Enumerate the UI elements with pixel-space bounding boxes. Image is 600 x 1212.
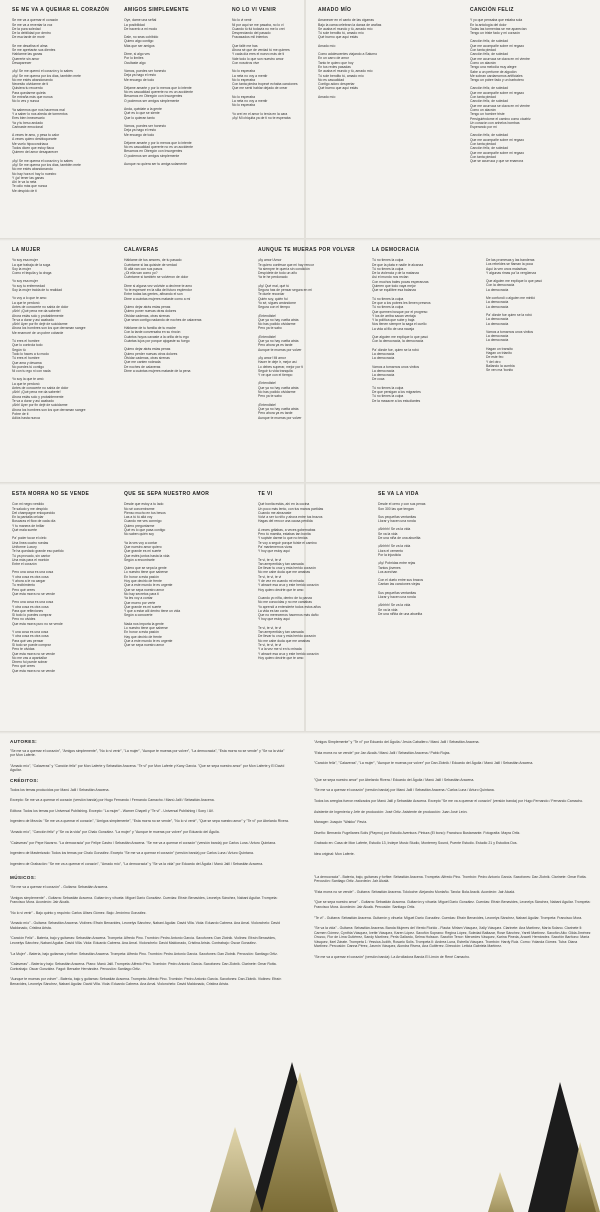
credit-paragraph: Ingeniero de Grabación: "Se me va a quemar el corazón", "Amado mío", "La democracia" y "Se va la vida" por Eduardo del Águila / Manú Jalil / Sebastián Aracena. (10, 861, 264, 866)
lyric-stanza: Háblame de tus amores, de tu pasado Cuéntame si las quisiste de verdad Si allá van con sus pasos ¿Di ella van como yo? Cuéntame si también se volvieron de dolor (124, 258, 189, 280)
lyric-stanza: No lo vi venir Ni por aquí se me pasaba, no lo vi Cuando tú fui todavía no me lo creí Despreciando del pasado Fracasados mil intentos (232, 18, 285, 40)
lyric-stanza: De las promesas y las banderas Los rebeldes se flaman la poca Aquí la ven unos maladvas Y algunas rimas pa' la vergüenza (486, 258, 536, 275)
lyric-stanza: Con el duelo entre sus brazos Cantan las canciones viejas (378, 578, 424, 587)
song-lyrics (12, 248, 122, 424)
lyric-stanza: Cuando yo niña, dentro de tu panza No me conocidas y no me cantabas Yo aprendí a entenderte todos estos años La vida es tan corta Que no merecemos hacernos más daño Y hoy que estoy aquí (258, 595, 321, 622)
lyric-stanza: Dime si alguna vez volviste a decirme te amo Yo te esperaré en la silla del futuro esplendor Entre todas las gentes, afinando el son Dime a cuántas mujeres mataste como a mí (124, 283, 193, 301)
lyric-stanza: ¡Entendiste! Que ya no hay vuelta atrás No has podido olvidarme Pero ya te sabo (258, 313, 299, 331)
credit-paragraph: "La democracia" - Batería, bajo, guitarras y forftxe: Sebastián Aracena. Trompeta: Alfredo Pino. Trombón: Pedro Antonio García. Saxofones: Dan Zlotnik. Clarinete: Omar Rotta. Percusión: Santiago Ortiz. Acordeón: Jair Alcalá. (314, 874, 587, 884)
lyric-stanza: Háblame de tu familia de tu madre Con la tarde conversaba en su rincón Cuántos hoyos cavaste a la orilla de tu ego Cuántas lujos por porque ajogaste su fuego (124, 326, 190, 344)
lyric-stanza: Hagan un transito Hagan un trianito De este feo Y del otro Bailando la cumbia Se ven ma 'bonito (486, 346, 515, 373)
credit-paragraph: Diseño: Bernardo Fugellanes Solís (Playmo) por Estudio Aventura. Pintura (El bono): Francisco Bustamante. Fotografía: Mayra Ortiz. (314, 830, 521, 835)
lyric-stanza: Como adolescentes viajando a Saturno En un carro de amor Tanto te quiero que hoy En tus redes pasadas Se acaba el mundo y tú, amado mío Tú sole bendito tú, amado mío No es casualidad Contigo adoro despertar Qué bueno que aquí estás (318, 52, 378, 91)
credit-paragraph: "Que se sepa nuestro amor" por Abelardo Rivera / Eduardo del Águila / Manú Jalil / Sebastián Aracena. (314, 777, 475, 782)
credit-paragraph: "Amado mío" - Guitarra: Sebastián Aracena. Violines: Efraín Benavides, Leonelys Sánchez, Nabani Aguilar. David Villa. Viola: Eduardo Cabrera. Ana Arnal. Violonchelo: David Maldonado, Cristina Arista. (10, 921, 280, 930)
song-title: SE ME VA A QUEMAR EL CORAZÓN (12, 7, 110, 13)
credit-paragraph: "Se me va a quemar el corazón" - Guitarra: Sebastián Aracena. (10, 884, 109, 889)
lyric-stanza: Pero una cosa es una cosa Y otra cosa es otra cosa Para que reflexiones Si todo lo puedes comprar Pero no olvides Que esta morra puro no se vende (12, 600, 63, 626)
lyric-stanza: ¡Entendiste! Que ya no hay vuelta atrás Pero ahora ya es tarde Aunque te mueras por volver (258, 402, 302, 420)
song-title: LA MUJER (12, 247, 41, 253)
song-lyrics (12, 492, 122, 677)
lyric-stanza: ¡Ahhhh! Se va la vida Se va la vida De una niña de una abuelita (378, 527, 421, 541)
credit-paragraph: "Que se sepa nuestro amor" - Guitarra: Sebastián Aracena. Guitarrón y vihuela: Miguel Darío González. Cuerdas: Efraín Benavides, Leonelys Sánchez, Nabani Aguilar. Trompeta: Francisco Mora. Acordeón: Jair Alcalá. Percusión: Santiago Ortiz. (314, 900, 591, 909)
lyric-stanza: No lo esperaba La neta no voy a mentir No lo esperaba (232, 94, 268, 108)
lyric-stanza: Te vi, te vi, te vi Tan arrepentida y tan cansada De llevar tu cruz y esta herido corazón No me cabe duda que me amabas Te vi, te vi, te vi Y de vez en cuando mi mirada Y abrazé esa cruz y este herido corazón Hoy quiero decirte que te amo (258, 557, 319, 592)
lyric-stanza: Tú eres el hombre Que lo controla todo Según tú Todo lo haces a tu modo Tú eres el hombre Que ama y desama No puedes tú contigo Ni con tu ego ni con nada (12, 339, 51, 374)
lyric-stanza: Y yo que pensaba que estaba sola En la antología del dolor Todas las tormentas se me aparecían Tengo un triste fado y mi corazón (470, 18, 527, 36)
song-lyrics (124, 248, 252, 377)
credits-right-column (314, 740, 592, 966)
lyric-stanza: Yo soy la que te amó La que te perdonó Antes de conocerte no sabía de dolor ¡Ahh! ¡Qué pena me da saberte! Ahora estás solo y probablemente Te va a durar y así acabado ¡Ahh! Ayer por fin dejé de suicidarme Ahora los hombres son los que derraman sangre Pobre de ti Adiós hasta nunca (12, 377, 86, 421)
gold-tree-icon (488, 1172, 514, 1212)
credit-paragraph: "La Mujer" - Batería, bajo guitarras y forftxe: Sebastián Aracena. Trompeta: Alfredo Pino. Trombón: Pedro Antonio García. Saxofones: Dan Zlotnik. Percusión: Santiago Ortiz. (10, 951, 278, 956)
lyric-stanza: No lo esperaba La neta no voy a mentir No lo esperaba Con tanta piedra tropecé echaba canciones Que me sentí hablar dejado de crear (232, 69, 298, 91)
lyric-stanza: Anda, quédate a la gente Qué es lo que se siente Que lo quieran tanto (124, 107, 162, 120)
song-lyrics (12, 8, 122, 197)
fold-line (0, 731, 600, 734)
credit-paragraph: "Amigos simplemente" - Guitarra: Sebastián Aracena. Guitarrón y vihuela: Miguel Darío González. Cuerdas: Efraín Benavides, Leonelys Sánchez, Nabani Aguilar. Trompeta: Francisco Mora. Acordeón: Jair Alcalá. (10, 895, 278, 905)
lyric-stanza: ¡Ay! Se me quemó el corazón y lo sabes ¡Ay! Se me quema por los días, también mete No me estés abandonando Necesito olvidarme de ti Quisiera tu recuerdo Para quedarme quieta Se extraña más que nunca No lo ves y nunca (12, 69, 81, 104)
lyric-stanza: Pero una cosa es una cosa Y otra cosa es otra cosa Y ahora a le va cargar Tu recibimiento Pero qué crees Que esta morra no se vende (12, 570, 55, 596)
lyric-stanza: Tú no tienes la culpa De que la plata e nadie le alcanza Tú no tienes la culpa De la violencia y de la matanza Así el mundo nos reclan Con muchos bales pocas esperanzas Quieren que todo vaya mejor Que se equilibre esa balanza (372, 258, 429, 293)
credit-paragraph: "Se va la vida" - Guitarra: Sebastián Aracena. Banda Mujeres del Viento Florido - Flauta: Miriam Vásquez, Xally Vásquez. Clarinete: Ana Martínez, María Solano. Clarinete II: Carmen Gómez, Cynthia Vásquez, Ivette Vásquez, Karen López. Saxofón Soprano: Regina López, Soledad Baltazar, Rose Sánchez, Yareli Martínez. Saxofón Alto: Gilda Jiménez Orozco, Flor de Lima Gutiérrez, Sandy Martínez, Perla Gallardo, Selma Holsson. Saxofón Tenor: Mercedes Vásquez, Karina Pineda, Aracelí Hernández. Saxofón Barítono: María Vásquez, Itzel Zárate. Trompeta 1: Yessica Judith, Rosario Solís. Trompeta II: Andrea Luna, Estrella Vásquez. Trombón: Hardy Ruiz. Corno: Yolanda Gómez. Tuba: Diana Martínez. Percusión: Danna Pérez, Jasmín Vásquez, Alondra Rivera, Ana Gutiérrez. Dirección: Leticia Gabriela Martínez. (314, 926, 591, 949)
lyric-stanza: Amado mío (318, 43, 336, 48)
lyric-stanza: Dime, si algo ves Por lo limites Ocultaste algo (124, 52, 150, 65)
lyric-stanza: Quiero dejar atrás estas penas Quiero poner nuevas otras dolores Olvidar cadenas, otras sirenas Que sean contigo nadando de noches de calaveras (124, 304, 202, 322)
lyric-stanza: Sus pequeñas ventanitas Llorar y hacen una ronda (378, 590, 417, 600)
credit-paragraph: "Aunque te mueras por volver" - Batería, bajo y guitarras: Sebastián Aracena. Trompeta: Alfredo Pino. Trombón: Pedro Antonio García. Saxofones: Dan Zlotnik. Violines: Efraín Benavides, Leonelys Sánchez, Nabani Aguilar. David Villa. Viola: Eduardo Cabrera. Ana Arnal. Violonchelo: David Maldonado, Cristina Arista. (10, 977, 282, 987)
lyric-stanza: Nada nos importa la gente Lo nuestro tiene que saberse En honor a esta pasión Hay que decirlo de frente Que a este mundo le es urgente Que se sepa nuestro amor (124, 621, 173, 648)
lyric-stanza: Vamos, puedes ser honesto Deja ya hago el resto Me encargo de todo (124, 68, 166, 82)
lyric-stanza: ¡Ay! Qué mal, qué tú Segura has de pensar segura en mi Te duele recordar Quién soy, quién fui Yo sé, sigues amándome Segura con el tiempo (258, 283, 312, 310)
creditos-heading: CRÉDITOS: (10, 777, 39, 783)
credit-paragraph: Manager: Joaquín "Wakko" Pavía. (314, 820, 368, 825)
song-lyrics (258, 248, 368, 424)
credit-paragraph: Asistente de Ingeniería y Jefe de producción: José Ortiz. Asistente de producción: Juan José León. (314, 809, 468, 814)
song-lyrics (372, 248, 482, 407)
lyric-stanza: Te vi, te vi, te vi Tan arrepentida y tan cansada De llevar tu cruz y esta herido corazón No me cabe duda que me amabas Te vi, te vi, te vi Y a la vez me vi en tu mirada Y abrazé esa cruz y este herido corazón Hoy quiero decirte que te amo (258, 625, 319, 660)
lyric-stanza: Que alguien me explique lo que pasó Con la democracia, la democracia (372, 335, 428, 344)
song-lyrics (486, 248, 596, 377)
lyric-stanza: Dale, no seas cohibido Quiero algo contigo Más que ser amigos (124, 35, 159, 48)
credit-paragraph: "Se me va a quemar el corazón" (versión banda): La Arrolladora Banda El Limón de René Camacho. (314, 955, 470, 960)
lyric-stanza: Quiero que se sepa la gente Lo nuestro tiene que saberse En honor a esta pasión Hoy que decirlo de frente Que a este mundo le es urgente Que se sepa nuestro amor No hay secretos para ti Ya les voy a contar Que muero por verte Que grande es mi suerte Y que a estar allí dentro tiene un vida Según a conocerte (124, 566, 181, 618)
song-title: ESTA MORRA NO SE VENDE (12, 491, 90, 497)
song-title: TE VI (258, 491, 273, 497)
credit-paragraph: "Se me va a quemar el corazón" (versión banda) por Manú Jalil / Sebastián Aracena / Carlos Luna / Arturo Quintana. (314, 788, 495, 793)
credit-paragraph: Excepto: Se me va a quemar el corazón (versión banda) por Hugo Fernando / Fernando Camacho / Manú Jalil / Sebastián Aracena. (10, 798, 215, 803)
lyric-stanza: Vamos, puedes ser honesto Deja ya hago el resto Me encargo de todo (124, 123, 166, 137)
credit-paragraph: "Amado mío", "Calaveras" y "Canción feliz" por Mon Laferte y Sebastián Aracena. "Te vi" por Mon Laferte y Kany García. "Que se sepa nuestro amor" por Mon Laferte y El David Aguilar. (10, 763, 285, 773)
decorative-trees (0, 1042, 600, 1212)
lyric-stanza: Déjame amarte y por lo menos que lo intente No es casualidad quererte no es un accidente Besarnos en Obregón con Insurgentes O podemos ser amigos simplemente (124, 140, 193, 158)
credit-paragraph: "Te vi" - Guitarra: Sebastián Aracena. Guitarrón y vihuela: Miguel Darío González. Cuerdas: Efraín Benavides, Leonelys Sánchez, Nabani Aguilar. Trompeta: Francisco Mora. (314, 915, 583, 920)
lyric-stanza: Sus pequeñas ventanitas Llorar y hacen una ronda (378, 514, 417, 524)
lyric-stanza: ¡Ay amor! Mi amor Hacer te deje ir, mejor así Lo debes superar, mejor por ti Seguir tu vida tranquila Y ve que con el tiempo (258, 355, 304, 378)
song-title: NO LO VI VENIR (232, 7, 277, 13)
lyric-stanza: Vamos a tomarnos unos vinitos La democracia La democracia De coca (372, 364, 420, 382)
lyric-stanza: Se me desafina el alma Se me apretarán sus dientes Hablarme las ganas Quererte sin amor Desaparecer (12, 43, 56, 65)
lyric-stanza: ¡Entendiste! Que ya no hay vuelta atrás No has podido olvidarme Pero ya te sabo (258, 381, 299, 399)
lyric-stanza: Yo soy esa mujer La que trabaja de la soga Soy la mujer Como el tequila y la droga (12, 258, 52, 276)
lyric-stanza: Ya sabemos que nos hacemos mal Y a saber lo nos alreda de tormentos Eres bien innecesario Ya y tu beso andado Carinaste emocional (12, 107, 68, 129)
credit-paragraph: "Canción feliz", "Calaveras", "La mujer", "Aunque te mueras por volver" por Dan Zlotnik / Eduardo del Águila / Manú Jalil / Sebastián Aracena. (314, 761, 534, 766)
credit-paragraph: Todos los temas producidos por Manú Jalil / Sebastián Aracena. (10, 787, 110, 792)
song-lyrics (124, 8, 234, 170)
lyric-stanza: Canción feliz, de soledad Que me acompañe sobre mi regazo Con tanta piedad Canción feliz, de soledad Que me acompañe sobre mi regazo Con tanta piedad Que se acurruca y que se enamora (470, 133, 525, 164)
lyric-stanza: A veces te amo, y pesa tu calor A veces quiero desbloquearte Me vuelo hipocondríaca Todos dicen que estoy flaca Quieren del amor desaparecer (12, 133, 60, 155)
credit-paragraph: "Calaveras" - Batería y bajo: Sebastián Aracena. Piano: Manú Jalil. Trompeta: Alfredo Pino. Trombón: Pedro Antonio García. Saxofones: Dan Zlotnik. Clarinete: Omar Rotta. Contrabajo: Oscar González. Fagot: Bersabe Hernández. Percusión: Santiago Ortiz. (10, 962, 277, 971)
lyric-stanza: Oye, dame una señal La posibilidad De hacerlo a mi modo (124, 18, 158, 31)
credit-paragraph: "Amigos Simplemente" y "Te vi" por Eduardo del Águila / Jesús Caballero / Manú Jalil / Sebastián Aracena. (314, 740, 480, 744)
song-title: LA DEMOCRACIA (372, 247, 420, 253)
credit-paragraph: "Amado mío", "Canción feliz" y "Se va la vida" por Chalo González. "La mujer" y "Aunque te mueras por volver" por Eduardo del Águila. (10, 829, 220, 834)
lyric-stanza: ¡Ahhhh! Se va la vida Llora el cemento Por la injusticia (378, 544, 411, 557)
song-title: CALAVERAS (124, 247, 159, 253)
lyric-stanza: Tú no tienes la culpa De que persigan a los migrantes Tú no tienes la culpa De la masacre a los estudiantes (372, 385, 421, 403)
lyric-stanza: ¡Ay! Se me quema el corazón y lo sabes ¡Ay! Se me quema por los días, también mete No me estés abandonando No hay hora ni hay lo nuestro Y ¡ja! tener las ganas Ahí le va la neta Te odio más que nunca Me despido de ti (12, 158, 81, 193)
lyric-stanza: Que alguien me explique lo que pasó Con la democracia La democracia (486, 279, 542, 292)
lyric-stanza: Se me va a quemar el corazón Se me va a reventar la voz De la pura soledad De la debilidad por dentro De esa tarde de morir (12, 18, 59, 40)
fold-line (0, 482, 600, 485)
lyric-stanza: Amado mío (318, 94, 336, 99)
lyric-stanza: Pa' poder tocar el cielo Una línea cuatro ruedas Uniforme Luxury Te ha quedado grande eso partido Tú ya provado, sin cantor Una más para el montón Entre el corazón (12, 536, 64, 567)
song-lyrics (232, 8, 306, 124)
lyric-stanza: Canción feliz, de soledad Que me acompañe sobre mi regazo Con tanta piedad Canción feliz, de soledad Que me acurruca se clava en mi vientre Como un alacrán Tengo un hombre triste Persiguiéndome el camino como cicatriz Un corazón con anhelos bombas Esperando por mí (470, 86, 531, 130)
credit-paragraph: "Esta morra no se vende" - Guitarra: Sebastián Aracena. Tololoche: Alejandro Montaño. Tarola: Bola Aracik. Acordeón: Jair Alcalá. (314, 889, 515, 894)
song-title: CANCIÓN FELIZ (470, 7, 514, 13)
lyric-stanza: ¡Ay! Pobridas entre rejas Tantos jóvenes Los acechan (378, 561, 416, 574)
lyric-stanza: Quiero dejar atrás estas penas Quiero perder nuevas otros dolores Olvidar cadenas, otras sirenas Que me canten rodeada De noches de calaveras Dime a cuántas mujeres mataste de la pena (124, 347, 191, 373)
lyric-stanza: Yo voy a lo que te amo La que te perdonó Antes de conocerte no sabía de dolor ¡Ahh! ¡Qué pena me da saberte! Ahora estás solo y probablemente Te va a durar y así acabado ¡Ahh! Ayer por fin dejé de suicidarme Ahora los hombres son los que derraman sangre Me enamoré de un pobre cobarde (12, 296, 86, 335)
lyric-stanza: Vamos a tomarnos unos vinitos La democracia La democracia (486, 329, 534, 343)
credit-paragraph: "Se me va a quemar el corazón", "Amigos simplemente", "No lo vi venir", "La mujer", "Aunque te mueras por volver", "La democracia", "Esta morra no se vende" y "Se va la vida" por Mon Laferte. (10, 748, 285, 758)
lyric-stanza: ¡Entendiste! Que ya no hay vuelta atrás Pero ahora ya es tarde Aunque te mueras por volver (258, 334, 302, 352)
lyric-stanza: Que fallé me has Ahora sé que de verdad tú me quieres Y cada día eres el nuevo más de ti Vale todo lo que son nuestro amor Con nosotros vive (232, 43, 290, 65)
song-title: AMIGOS SIMPLEMENTE (124, 7, 189, 13)
lyric-stanza: Tú no tienes la culpa De que a los pobres les llenen preseos Tú no tienes la culpa Que quemen bosque por el progreso Y los de arriba sacan ventaja Y la política que sube y baja Nos tienen siempre la saga el cuello La vida al filo de una navaja (372, 296, 431, 331)
lyric-stanza: A veces gritabas, a veces gobernabas Pero tú mamita, estabas tan bonita Y supiste darme lo que no tenías Te voy a seguir porque fuiste el camino Pa' mantenernos vivas Y hoy que estoy aquí (258, 527, 317, 554)
song-title: AMADO MÍO (318, 7, 352, 13)
song-lyrics (378, 492, 488, 620)
credit-paragraph: Todos los arreglos fueron realizados por Manú Jalil y Sebastián Aracena. Excepto "Se me va a quemar el corazón" (versión banda) por Hugo Fernando / Fernando Camacho. (314, 798, 584, 803)
credit-paragraph: Idea original: Mon Laferte. (314, 851, 355, 856)
lyric-stanza: Desde el cerro y con sus penas Son 300 las que tengan (378, 502, 426, 511)
credit-paragraph: "Canción Feliz" - Batería, bajo y guitarras: Sebastián Aracena. Trompeta: Alfredo Pino. Trombón: Pedro Antonio García. Saxofones: Dan Zlotnik. Violines: Efraín Benavides, Leonelys Sánchez, Nabani Aguilar. David Villa. Viola: Eduardo Cabrera. Ana Arnal. Violonchelo: David Maldonado, Cristina Arista. Contrabajo: Oscar González. (10, 936, 276, 946)
song-lyrics (470, 8, 590, 168)
credits-left-column (10, 740, 290, 993)
credit-paragraph: "No lo vi venir" - Bajo quinto y requinto: Carlos Ulises Gómez. Bajo: Jerónimo González. (10, 910, 147, 915)
lyric-stanza: Desde que estoy a tu lado No sé concentrarme Pienso mucho en tus besos Las a tú tú allá voy Cuando me ves conmigo Quiero preguntarme Qué es lo que pasa contigo No saben quién soy (124, 502, 166, 537)
lyric-stanza: Me confundí o alguien me mintió La democracia La democracia (486, 296, 536, 309)
lyric-stanza: Con mi negro vestido Te saludo y me despido Del champagne enloquecido En la pantalla celular Boscaras el flow de cada día Y tu manera de brillar Qué mala suerte (12, 502, 56, 533)
lyric-stanza: Y una cosa es una cosa Y otra cosa es otra cosa Para qué vas pensar Si todo se puede comprar Pero te olvidas Que esta morra no se vende No me vas a apantallar Dinero fui puede sobrar Pero qué crees Que esta morra no se vende (12, 630, 55, 673)
gold-tree-icon (210, 1127, 262, 1212)
song-title: QUE SE SEPA NUESTRO AMOR (124, 491, 210, 497)
lyric-stanza: Pa' dónde fue quien se la robó La democracia La democracia (486, 312, 532, 326)
lyric-stanza: Yo soy esa mujer Yo soy tu enfermedad Soy la mujer traída de tu realidad (12, 279, 62, 293)
song-lyrics (258, 492, 368, 664)
credit-paragraph: "Esta morra no se vende" por Jan Alcalá / Manú Jalil / Sebastián Aracena / Pablo Rojas. (314, 750, 451, 755)
song-title: AUNQUE TE MUERAS POR VOLVER (258, 247, 356, 253)
song-lyrics (124, 492, 244, 652)
lyric-stanza: Pa' dónde fue, quien se la robó La democracia La democracia (372, 347, 419, 361)
lyric-stanza: Aunque no quiera ser tu amiga solamente (124, 162, 187, 167)
lyric-stanza: Ya la ves voy a contar Que nuestro amor quiero Que grande es mi suerte Que estés juntos hasta la vida Según a encontrarte (124, 540, 170, 562)
lyric-stanza: Qué bonita estás, ahí en la cocina Un poco más lento, con tus manos partidas Cuando me abrazaste Volví a ser tu niño y ahora entre tus brazos Hagas del rencor una causa perdida (258, 502, 324, 524)
credit-paragraph: Ingeniero de Masterizado: Todos los temas por Chalo González. Excepto "Se me va a quemar el corazón" (versión banda) por Carlos Luna / Arturo Quintana. (10, 851, 254, 856)
credit-paragraph: Editora: Todos los temas por Universal Publishing. Excepto: "La mujer" - Warner Chapell y "Te vi" - Universal Publishing / Sony / AV. (10, 808, 214, 813)
song-title: SE VA LA VIDA (378, 491, 419, 497)
musicos-heading: MÚSICOS: (10, 875, 37, 881)
credit-paragraph: "Calaveras" por Pepe Navarro. "La democracia" por Felipe Castro / Sebastián Aracena. "Se me va a quemar el corazón" (versión banda) por Carlos Luna / Arturo Quintana. (10, 840, 277, 845)
song-lyrics (318, 8, 418, 103)
lyric-stanza: ¡Ay amor! Amor Te quiero confesar que mi hay rencor Ya siempre te quería sin condición Despídete de todo un año Ya te he perdonado (258, 258, 314, 280)
credit-paragraph: Ingeniero de Mezcla: "Se me va a quemar el corazón", "Amigos simplemente", "Esta morra no se vende", "No lo vi venir", "Que se sepa nuestro amor" y "Te vi" por Abelardo Rivera. (10, 819, 289, 824)
credit-paragraph: Grabado en: Casa de Mon Laferte, Estudio 13, Indepe Music Studio, Monterrey Sound, Puente Estudio. Estudio 21 y Estudios Dos. (314, 841, 518, 846)
lyric-stanza: Yo creí en el amor lo tenía en la cara ¡Ay! Mi chiquita ya de ti no te esperaba (232, 111, 291, 120)
lyric-stanza: ¡Ahhhh! Se va la vida Se va la vida De una niñita de una abuelita (378, 603, 423, 616)
lyric-stanza: Amanecer en el canto de las cigarras Bajo la cama celebran la danza de arañas Se acaba el mundo y tú, amado mío Tú sole bendito tú, amado mío Qué bueno que aquí estás (318, 18, 382, 40)
lyric-stanza: Déjame amarte y por lo menos que lo intente No es casualidad quererte no es un accidente Besarnos en Obregón con Insurgentes O podemos ser amigos simplemente (124, 85, 193, 103)
autores-heading: AUTORES: (10, 739, 38, 744)
fold-line (0, 238, 600, 241)
lyric-stanza: Canción feliz, de soledad Que me acompañe sobre mi regazo Con tanta piedad Canción feliz, de soledad Que me acurruca se clava en mi vientre Como un alacrán Tengo una melodía muy alegre Sabe a un perfume de algodón Me sobran cardamomos artificiales Tengo un pobre fado y un barbotero (470, 39, 530, 83)
